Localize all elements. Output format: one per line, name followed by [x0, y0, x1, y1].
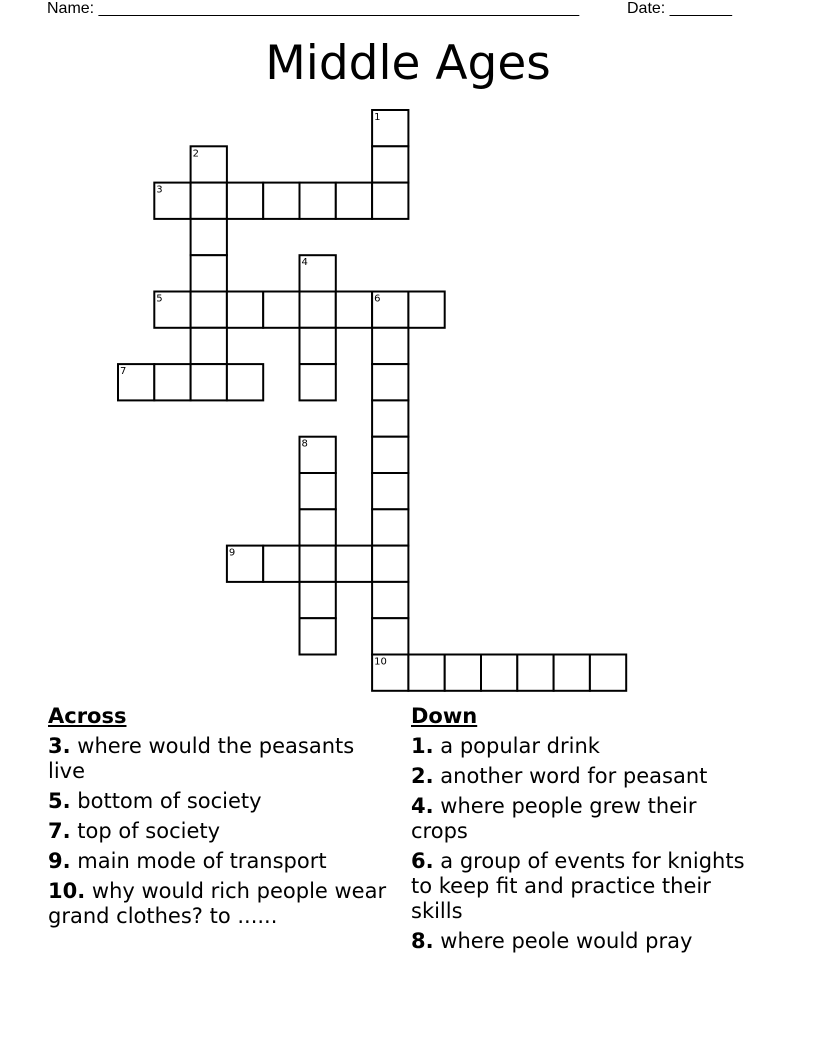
- grid-cell[interactable]: [263, 183, 299, 219]
- down-clue: [411, 929, 751, 954]
- grid-cell[interactable]: [336, 546, 372, 582]
- clue-text: where peole would pray: [440, 929, 693, 953]
- cell-number: 5: [156, 293, 163, 305]
- clue-text: where would the peasants live: [48, 734, 355, 783]
- clue-number: 9.: [48, 849, 71, 873]
- grid-cell[interactable]: [372, 183, 408, 219]
- down-clue: [411, 764, 751, 789]
- across-heading: Across: [48, 704, 127, 728]
- grid-cell[interactable]: [191, 183, 227, 219]
- grid-cell[interactable]: [191, 328, 227, 364]
- cell-number: 10: [374, 656, 387, 668]
- grid-cell[interactable]: [227, 183, 263, 219]
- grid-cell[interactable]: [300, 255, 336, 291]
- grid-cell[interactable]: [372, 655, 408, 691]
- grid-cell[interactable]: [300, 328, 336, 364]
- across-clue: [48, 879, 393, 929]
- clue-text: a popular drink: [440, 734, 600, 758]
- clue-number: 6.: [411, 849, 434, 873]
- grid-cell[interactable]: [118, 364, 154, 400]
- cell-number: 9: [228, 547, 236, 559]
- clue-number: 8.: [411, 929, 434, 953]
- clue-text: top of society: [77, 819, 221, 843]
- cell-number: 2: [192, 148, 199, 160]
- down-clues: [411, 702, 751, 959]
- grid-cell[interactable]: [300, 364, 336, 400]
- across-clue: [48, 789, 393, 814]
- cell-number: 3: [156, 184, 163, 196]
- grid-cell[interactable]: [408, 292, 444, 328]
- grid-cell[interactable]: [481, 655, 517, 691]
- down-heading: Down: [411, 704, 478, 728]
- grid-cell[interactable]: [263, 546, 299, 582]
- clue-text: main mode of transport: [77, 849, 327, 873]
- grid-cell[interactable]: [372, 400, 408, 436]
- clue-number: 1.: [411, 734, 434, 758]
- grid-cell[interactable]: [191, 364, 227, 400]
- grid-cell[interactable]: [554, 655, 590, 691]
- clue-text: why would rich people wear grand clothes? to ......: [48, 879, 387, 928]
- cell-number: 8: [301, 438, 308, 450]
- grid-cell[interactable]: [227, 364, 263, 400]
- across-clue: [48, 819, 393, 844]
- clue-number: 5.: [48, 789, 71, 813]
- clue-number: 3.: [48, 734, 71, 758]
- clue-number: 2.: [411, 764, 434, 788]
- across-clue: [48, 734, 393, 784]
- clue-text: bottom of society: [77, 789, 262, 813]
- grid-cell[interactable]: [300, 618, 336, 654]
- clue-number: 7.: [48, 819, 71, 843]
- clue-number: 4.: [411, 794, 434, 818]
- grid-cell[interactable]: [408, 655, 444, 691]
- grid-cell[interactable]: [445, 655, 481, 691]
- grid-cell[interactable]: [300, 546, 336, 582]
- grid-cell[interactable]: [372, 292, 408, 328]
- grid-cell[interactable]: [372, 328, 408, 364]
- grid-cell[interactable]: [300, 437, 336, 473]
- grid-cell[interactable]: [227, 546, 263, 582]
- grid-cell[interactable]: [154, 183, 190, 219]
- grid-cell[interactable]: [372, 110, 408, 146]
- grid-cell[interactable]: [154, 292, 190, 328]
- grid-cell[interactable]: [300, 509, 336, 545]
- down-clue: [411, 734, 751, 759]
- across-clues: [48, 702, 393, 934]
- across-clue: [48, 849, 393, 874]
- grid-cell[interactable]: [372, 364, 408, 400]
- cell-number: 1: [374, 112, 381, 123]
- name-field-line: Name: ______________________________________________________: [47, 0, 580, 17]
- grid-cell[interactable]: [191, 146, 227, 182]
- clue-text: a group of events for knights to keep fit and practice their skills: [411, 849, 745, 923]
- clue-number: 10.: [48, 879, 86, 903]
- grid-cell[interactable]: [300, 292, 336, 328]
- down-clue: [411, 849, 751, 924]
- grid-cell[interactable]: [336, 183, 372, 219]
- grid-cell[interactable]: [227, 292, 263, 328]
- grid-cell[interactable]: [372, 473, 408, 509]
- grid-cell[interactable]: [372, 618, 408, 654]
- grid-cell[interactable]: [372, 582, 408, 618]
- grid-cell[interactable]: [154, 364, 190, 400]
- grid-cell[interactable]: [300, 183, 336, 219]
- grid-cell[interactable]: [191, 219, 227, 255]
- cell-number: 7: [120, 366, 127, 378]
- clue-text: another word for peasant: [440, 764, 708, 788]
- grid-cell[interactable]: [372, 146, 408, 182]
- grid-cell[interactable]: [191, 255, 227, 291]
- grid-cell[interactable]: [263, 292, 299, 328]
- grid-cell[interactable]: [191, 292, 227, 328]
- cell-number: 6: [374, 293, 381, 305]
- date-field-line: Date: _______: [627, 0, 732, 17]
- puzzle-title: Middle Ages: [265, 36, 551, 91]
- grid-cell[interactable]: [300, 473, 336, 509]
- grid-cell[interactable]: [300, 582, 336, 618]
- grid-cell[interactable]: [590, 655, 626, 691]
- grid-cell[interactable]: [517, 655, 553, 691]
- grid-cell[interactable]: [372, 437, 408, 473]
- grid-cell[interactable]: [372, 546, 408, 582]
- grid-cell[interactable]: [372, 509, 408, 545]
- grid-cell[interactable]: [336, 292, 372, 328]
- down-clue: [411, 794, 751, 844]
- clue-text: where people grew their crops: [411, 794, 697, 843]
- cell-number: 4: [301, 257, 308, 269]
